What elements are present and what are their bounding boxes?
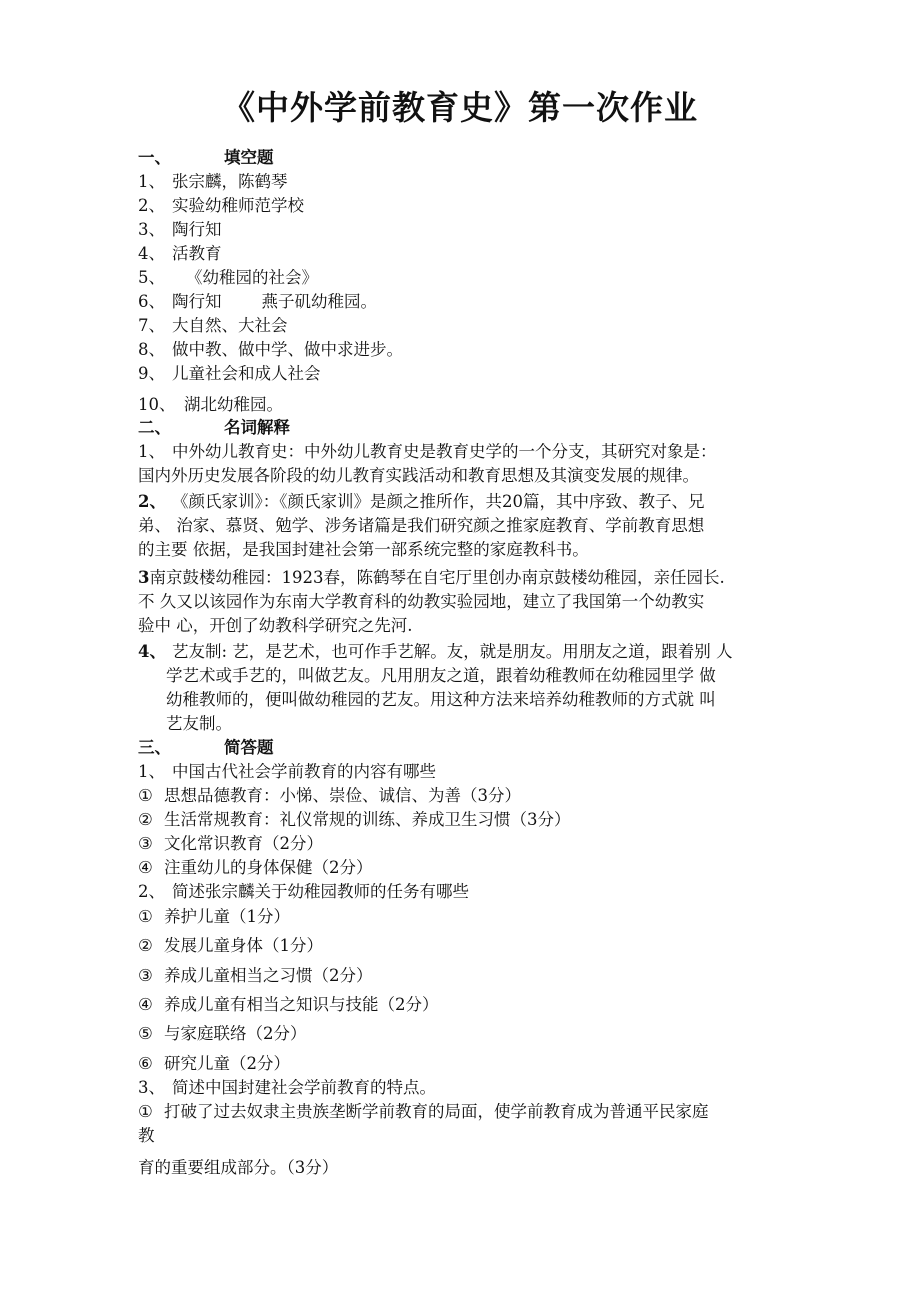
term-line: 弟、 治家、慕贤、勉学、涉务诸篇是我们研究颜之推家庭教育、学前教育思想	[138, 516, 705, 535]
answer-item: ③ 文化常识教育（2分）	[138, 834, 323, 853]
term-line: 验中 心，开创了幼教科学研究之先河.	[138, 616, 413, 635]
term-line: 艺友制。	[166, 714, 232, 733]
question: 3、 简述中国封建社会学前教育的特点。	[138, 1078, 436, 1097]
answer-item: ① 养护儿童（1分）	[138, 907, 290, 926]
answer-item: ② 发展儿童身体（1分）	[138, 936, 323, 955]
term-line: 不 久又以该园作为东南大学教育科的幼教实验园地，建立了我国第一个幼教实	[138, 592, 705, 611]
answer-item: ⑤ 与家庭联络（2分）	[138, 1024, 307, 1043]
answer-item: ① 打破了过去奴隶主贵族垄断学前教育的局面，使学前教育成为普通平民家庭	[138, 1102, 709, 1121]
list-item: 8、 做中教、做中学、做中求进步。	[138, 340, 403, 359]
list-item: 9、 儿童社会和成人社会	[138, 364, 321, 383]
section-heading-fill-blank	[138, 146, 798, 170]
list-item: 3、 陶行知	[138, 220, 222, 239]
answer-item: ④ 养成儿童有相当之知识与技能（2分）	[138, 995, 439, 1014]
term-line: 幼稚教师的，便叫做幼稚园的艺友。用这种方法来培养幼稚教师的方式就 叫	[166, 690, 716, 709]
answer-item: ④ 注重幼儿的身体保健（2分）	[138, 858, 373, 877]
answer-item-continued: 育的重要组成部分。（3分）	[138, 1158, 339, 1177]
question: 1、 中国古代社会学前教育的内容有哪些	[138, 762, 436, 781]
section-number: 三、	[138, 738, 171, 757]
section-title: 填空题	[224, 148, 274, 167]
term-line: 的主要 依据，是我国封建社会第一部系统完整的家庭教科书。	[138, 540, 589, 559]
list-item: 4、 活教育	[138, 244, 222, 263]
answer-item: ⑥ 研究儿童（2分）	[138, 1054, 290, 1073]
section-heading-terms	[138, 416, 798, 440]
section-number: 二、	[138, 418, 171, 437]
section-heading-short-answer	[138, 736, 798, 760]
list-item: 6、 陶行知 燕子矶幼稚园。	[138, 292, 377, 311]
term-line: 学艺术或手艺的，叫做艺友。凡用朋友之道，跟着幼稚教师在幼稚园里学 做	[166, 666, 716, 685]
list-item: 1、 张宗麟，陈鹤琴	[138, 172, 288, 191]
answer-item: ② 生活常规教育：礼仪常规的训练、养成卫生习惯（3分）	[138, 810, 571, 829]
term-line: 4、 艺友制: 艺，是艺术，也可作手艺解。友，就是朋友。用朋友之道，跟着别 人	[138, 642, 733, 661]
term-line: 3南京鼓楼幼稚园：1923春，陈鹤琴在自宅厅里创办南京鼓楼幼稚园，亲任园长.	[138, 568, 725, 587]
list-item: 5、 《幼稚园的社会》	[138, 268, 318, 287]
list-item: 7、 大自然、大社会	[138, 316, 288, 335]
answer-item-continued: 教	[138, 1126, 155, 1145]
section-title: 名词解释	[224, 418, 290, 437]
answer-item: ③ 养成儿童相当之习惯（2分）	[138, 966, 373, 985]
question: 2、 简述张宗麟关于幼稚园教师的任务有哪些	[138, 882, 469, 901]
list-item: 10、 湖北幼稚园。	[138, 395, 283, 414]
section-number: 一、	[138, 148, 171, 167]
term-line: 1、 中外幼儿教育史：中外幼儿教育史是教育史学的一个分支，其研究对象是：	[138, 442, 717, 461]
answer-item: ① 思想品德教育：小悌、崇俭、诚信、为善（3分）	[138, 786, 521, 805]
page-title: 《中外学前教育史》第一次作业	[222, 88, 698, 127]
term-line: 国内外历史发展各阶段的幼儿教育实践活动和教育思想及其演变发展的规律。	[138, 466, 699, 485]
section-title: 简答题	[224, 738, 274, 757]
term-line: 2、 《颜氏家训》：《颜氏家训》是颜之推所作，共20篇，其中序致、教子、兄	[138, 492, 705, 511]
list-item: 2、 实验幼稚师范学校	[138, 196, 304, 215]
